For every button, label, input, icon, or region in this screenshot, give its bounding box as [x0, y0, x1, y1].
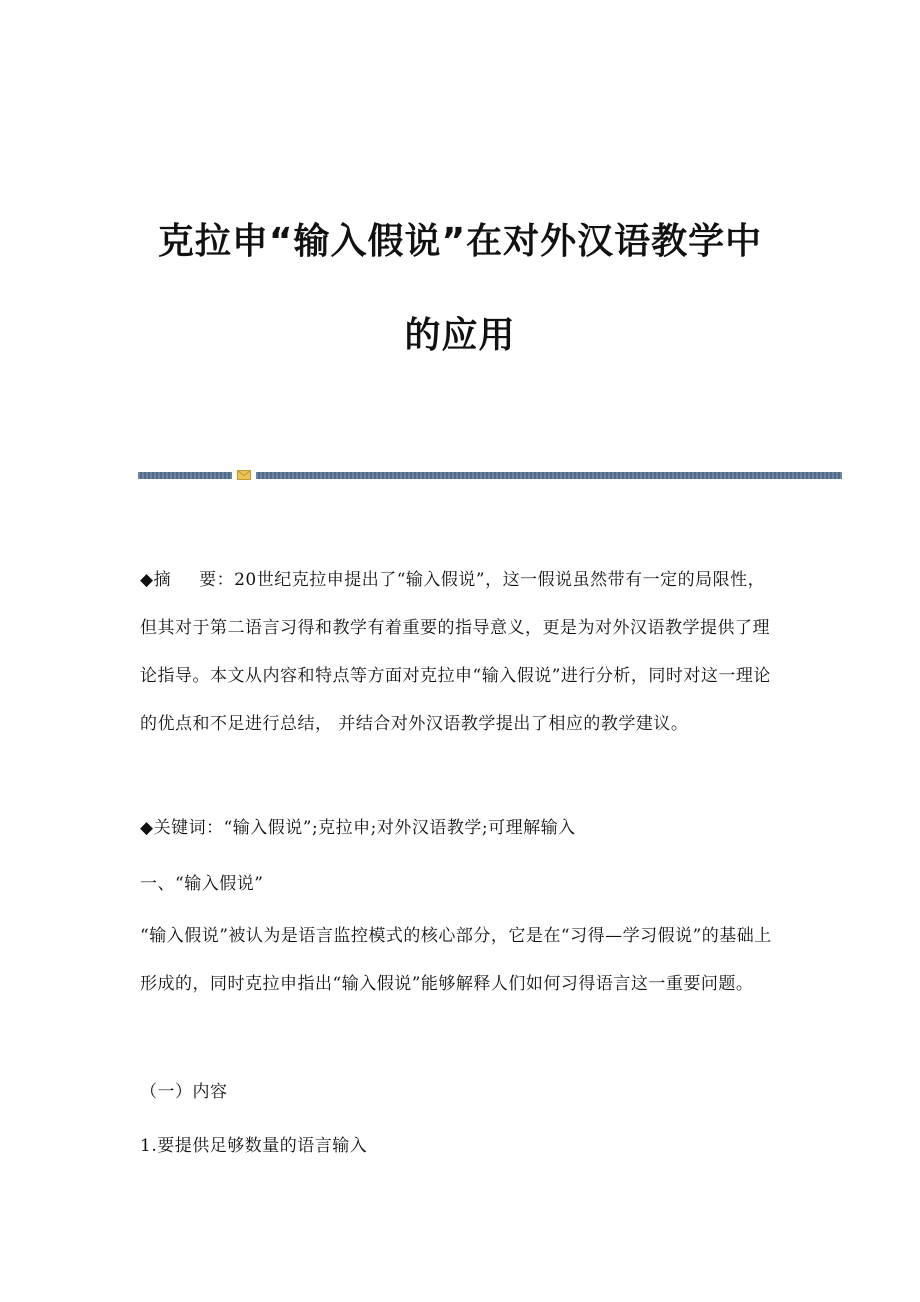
section-1-intro: “输入假说”被认为是语言监控模式的核心部分，它是在“习得—学习假说”的基础上形成的，同时克拉申指出“输入假说”能够解释人们如何习得语言这一重要问题。: [140, 926, 772, 994]
abstract-label-char-2: 要：: [199, 570, 235, 590]
keywords-marker: ◆: [140, 818, 154, 838]
section-heading-1: 一、“输入假说”: [140, 874, 264, 894]
abstract-text: 20世纪克拉申提出了“输入假说”，这一假说虽然带有一定的局限性，但其对于第二语言习得和教学有着重要的指导意义，更是为对外汉语教学提供了理论指导。本文从内容和特点等方面对克拉申“输入假说”进行分析，同时对这一理论的优点和不足进行总结， 并结合对外汉语教学提出了相应的教学建议。: [140, 570, 771, 734]
envelope-icon: [237, 470, 251, 480]
subsection-heading-1: （一）内容: [140, 1082, 228, 1102]
document-title-line-2: 的应用: [404, 315, 516, 356]
abstract-marker: ◆: [140, 570, 154, 590]
abstract-label-char-1: 摘: [153, 570, 172, 590]
keywords-label: 关键词：: [153, 818, 224, 838]
document-title-line-1: 克拉申“输入假说”在对外汉语教学中: [157, 221, 763, 262]
divider-bar-right: [256, 472, 842, 479]
divider-bar-left: [138, 472, 232, 479]
keywords-text: “输入假说”;克拉申;对外汉语教学;可理解输入: [223, 818, 576, 838]
keywords-paragraph: [140, 804, 782, 852]
title-divider: [138, 470, 842, 480]
abstract-paragraph: [140, 556, 782, 748]
list-item-1: 1.要提供足够数量的语言输入: [140, 1136, 368, 1156]
